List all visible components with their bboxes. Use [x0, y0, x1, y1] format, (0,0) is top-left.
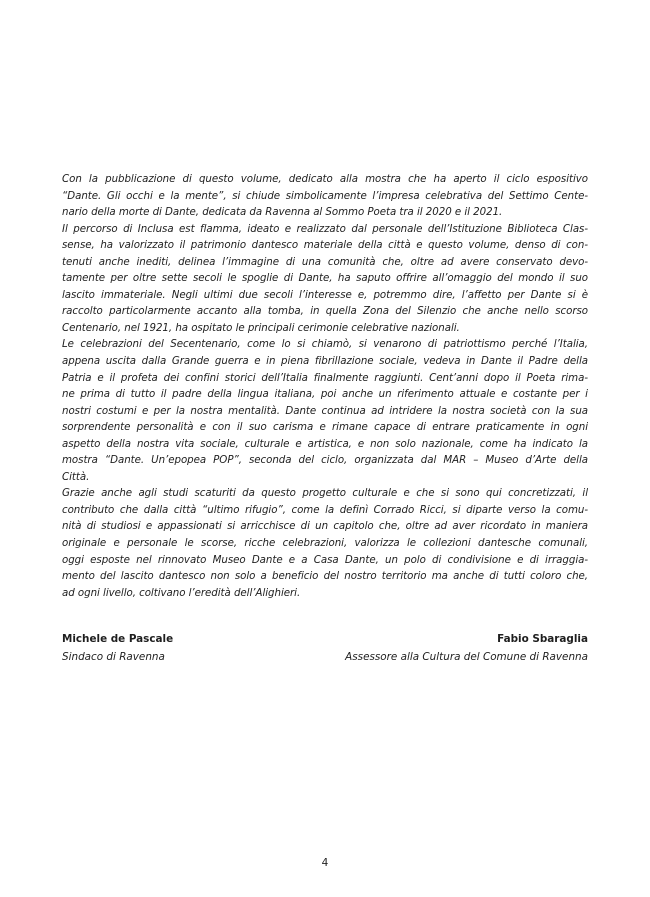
body-line: originale e personale le scorse, ricche celebrazioni, valorizza le collezioni dantesche comunali,: [62, 537, 588, 550]
body-line: lascito immateriale. Negli ultimi due secoli l’interesse e, potremmo dire, l’affetto per Dante si è: [62, 288, 588, 301]
body-line: Il percorso di Inclusa est flamma, ideato e realizzato dal personale dell’Istituzione Biblioteca Clas-: [62, 222, 588, 235]
body-line: mento del lascito dantesco non solo a beneficio del nostro territorio ma anche di tutti coloro che,: [62, 570, 588, 583]
body-line: nario della morte di Dante, dedicata da Ravenna al Sommo Poeta tra il 2020 e il 2021.: [62, 206, 503, 219]
body-text: [62, 171, 588, 601]
body-line: mostra “Dante. Un’epopea POP”, seconda del ciclo, organizzata dal MAR – Museo d’Arte della: [62, 454, 588, 467]
body-line: tamente per oltre sette secoli le spoglie di Dante, ha saputo offrire all’omaggio del mondo il suo: [62, 272, 588, 285]
body-line: contributo che dalla città “ultimo rifugio”, come la definì Corrado Ricci, si diparte verso la comu-: [62, 503, 588, 516]
body-line: tenuti anche inediti, delinea l’immagine di una comunità che, oltre ad avere conservato devo-: [62, 255, 588, 268]
body-line: sense, ha valorizzato il patrimonio dantesco materiale della città e questo volume, denso di con-: [62, 239, 588, 252]
signatory-role-right: Assessore alla Cultura del Comune di Ravenna: [345, 651, 588, 663]
body-line: Con la pubblicazione di questo volume, dedicato alla mostra che ha aperto il ciclo espositivo: [62, 173, 588, 185]
signature-right: [345, 630, 588, 666]
body-line: sorprendente personalità e con il suo carisma e rimane capace di entrare praticamente in ogni: [62, 421, 588, 434]
body-line: ne prima di tutto il padre della lingua italiana, poi anche un riferimento attuale e costante per i: [62, 388, 588, 401]
body-line: nità di studiosi e appassionati si arricchisce di un capitolo che, oltre ad aver ricordato in maniera: [62, 520, 588, 533]
body-line: “Dante. Gli occhi e la mente”, si chiude simbolicamente l’impresa celebrativa del Settimo Cente-: [62, 189, 588, 202]
signatory-name-right: Fabio Sbaraglia: [497, 633, 588, 645]
body-line: Patria e il profeta dei confini storici dell’Italia finalmente raggiunti. Cent’anni dopo il Poeta rima-: [62, 371, 588, 384]
body-line: ad ogni livello, coltivano l’eredità dell’Alighieri.: [62, 586, 301, 599]
body-line: Grazie anche agli studi scaturiti da questo progetto culturale e che si sono qui concretizzati, il: [62, 487, 588, 500]
signatory-role-left: Sindaco di Ravenna: [62, 651, 165, 663]
signature-left: [62, 630, 173, 666]
body-line: nostri costumi e per la nostra mentalità. Dante continua ad intridere la nostra società con la sua: [62, 404, 588, 417]
body-line: Centenario, nel 1921, ha ospitato le principali cerimonie celebrative nazionali.: [62, 321, 460, 334]
body-line: Città.: [62, 470, 90, 483]
signatory-name-left: Michele de Pascale: [62, 633, 174, 645]
body-line: raccolto particolarmente accanto alla tomba, in quella Zona del Silenzio che anche nello scorso: [62, 305, 588, 318]
body-line: Le celebrazioni del Secentenario, come lo si chiamò, si venarono di patriottismo perché l’Italia,: [62, 338, 588, 351]
body-line: appena uscita dalla Grande guerra e in piena fibrillazione sociale, vedeva in Dante il Padre della: [62, 355, 588, 368]
page-number: 4: [321, 857, 329, 869]
body-line: oggi esposte nel rinnovato Museo Dante e a Casa Dante, un polo di condivisione e di irraggia-: [62, 553, 588, 566]
body-line: aspetto della nostra vita sociale, culturale e artistica, e non solo nazionale, come ha indicato la: [62, 437, 588, 450]
